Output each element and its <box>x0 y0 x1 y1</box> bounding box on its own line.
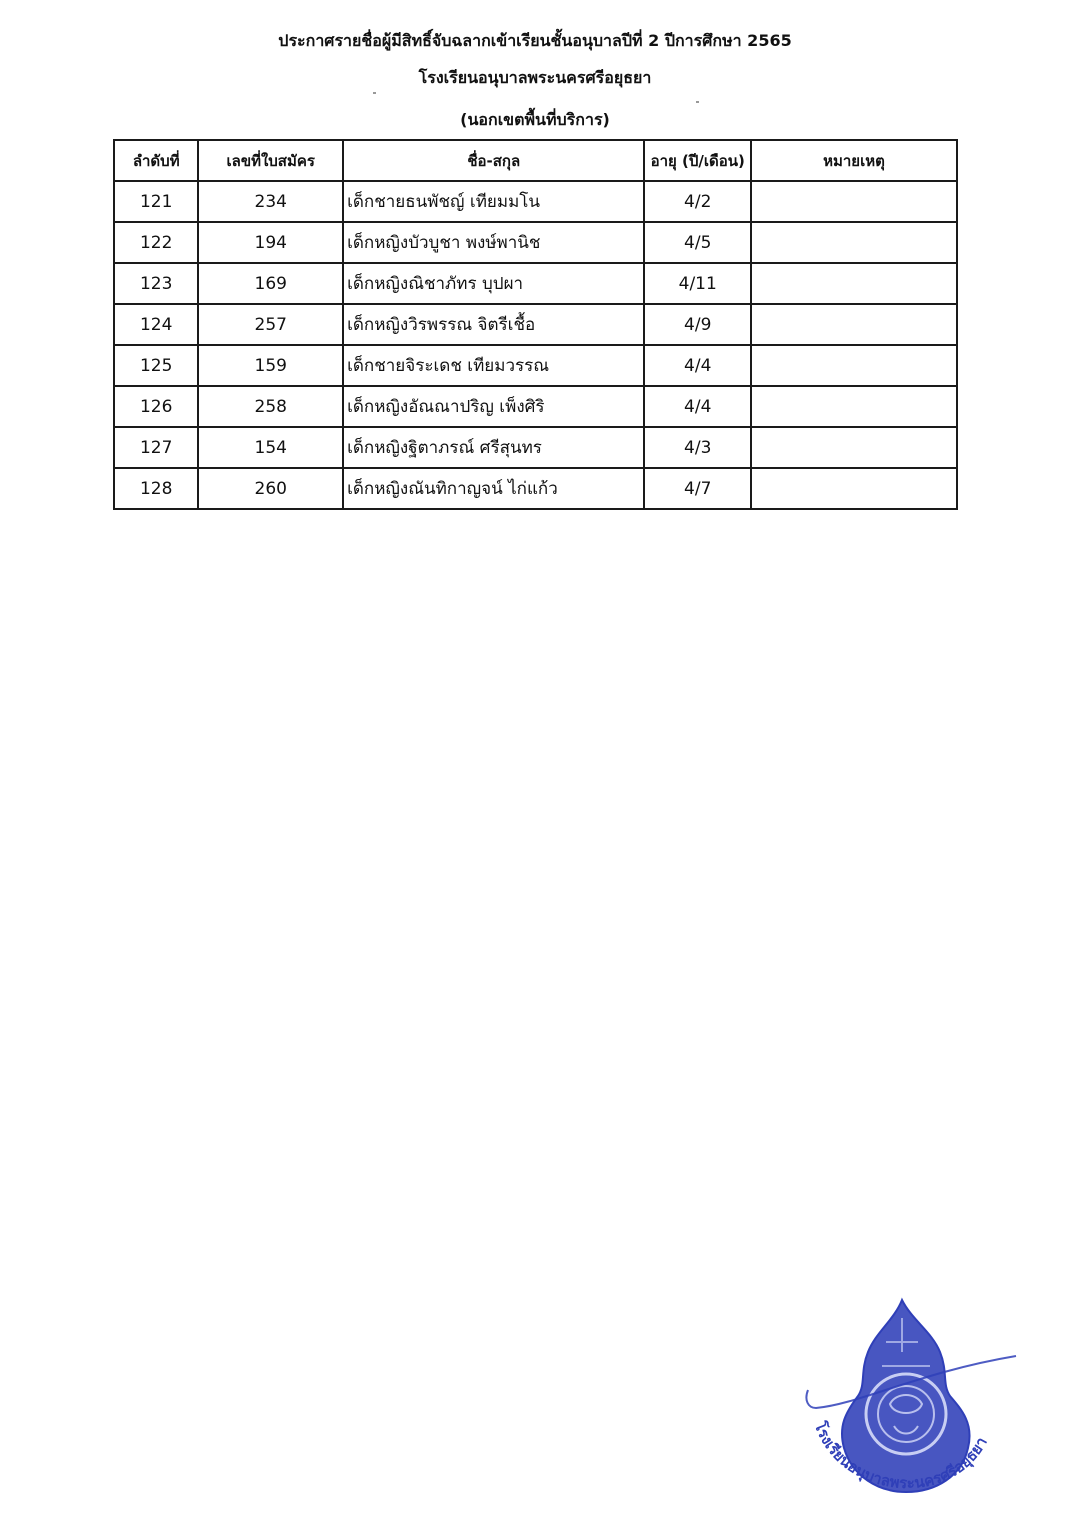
cell-age: 4/7 <box>644 468 751 509</box>
cell-name: เด็กชายจิระเดช เทียมวรรณ <box>343 345 644 386</box>
scan-speck <box>373 92 376 94</box>
table-row <box>114 181 957 222</box>
table-row <box>114 222 957 263</box>
scan-speck <box>696 101 699 103</box>
service-area-subtitle: (นอกเขตพื้นที่บริการ) <box>460 110 610 129</box>
table-row <box>114 468 957 509</box>
cell-name: เด็กหญิงฐิตาภรณ์ ศรีสุนทร <box>343 427 644 468</box>
cell-name: เด็กชายธนพัชญ์ เทียมมโน <box>343 181 644 222</box>
cell-age: 4/4 <box>644 386 751 427</box>
announcement-title: ประกาศรายชื่อผู้มีสิทธิ์จับฉลากเข้าเรียนชั้นอนุบาลปีที่ 2 ปีการศึกษา 2565 <box>278 31 792 50</box>
cell-age: 4/11 <box>644 263 751 304</box>
column-header-name: ชื่อ-สกุล <box>343 140 644 181</box>
cell-age: 4/2 <box>644 181 751 222</box>
table-row <box>114 345 957 386</box>
cell-name: เด็กหญิงบัวบูชา พงษ์พานิช <box>343 222 644 263</box>
cell-application-no: 169 <box>198 263 343 304</box>
cell-age: 4/3 <box>644 427 751 468</box>
cell-application-no: 154 <box>198 427 343 468</box>
cell-remarks <box>751 345 957 386</box>
applicant-table <box>113 139 958 510</box>
cell-remarks <box>751 427 957 468</box>
column-header-remarks: หมายเหตุ <box>751 140 957 181</box>
column-header-age: อายุ (ปี/เดือน) <box>644 140 751 181</box>
cell-application-no: 260 <box>198 468 343 509</box>
cell-age: 4/4 <box>644 345 751 386</box>
cell-number: 121 <box>114 181 198 222</box>
cell-remarks <box>751 386 957 427</box>
cell-number: 125 <box>114 345 198 386</box>
cell-number: 123 <box>114 263 198 304</box>
cell-number: 124 <box>114 304 198 345</box>
cell-remarks <box>751 304 957 345</box>
column-header-number: ลำดับที่ <box>114 140 198 181</box>
table-row <box>114 427 957 468</box>
cell-application-no: 258 <box>198 386 343 427</box>
cell-remarks <box>751 181 957 222</box>
cell-remarks <box>751 222 957 263</box>
column-header-application-no: เลขที่ใบสมัคร <box>198 140 343 181</box>
table-row <box>114 304 957 345</box>
cell-application-no: 257 <box>198 304 343 345</box>
cell-application-no: 234 <box>198 181 343 222</box>
cell-name: เด็กหญิงวิรพรรณ จิตรีเชื้อ <box>343 304 644 345</box>
cell-number: 126 <box>114 386 198 427</box>
cell-name: เด็กหญิงณันทิกาญจน์ ไก่แก้ว <box>343 468 644 509</box>
cell-number: 122 <box>114 222 198 263</box>
school-name: โรงเรียนอนุบาลพระนครศรีอยุธยา <box>418 68 652 87</box>
cell-age: 4/9 <box>644 304 751 345</box>
cell-name: เด็กหญิงณิชาภัทร บุปผา <box>343 263 644 304</box>
cell-remarks <box>751 263 957 304</box>
school-seal-stamp <box>790 1292 1020 1522</box>
table-row <box>114 386 957 427</box>
table-row <box>114 263 957 304</box>
table-header-row <box>114 140 957 181</box>
cell-number: 127 <box>114 427 198 468</box>
cell-number: 128 <box>114 468 198 509</box>
cell-application-no: 159 <box>198 345 343 386</box>
seal-text: โรงเรียนอนุบาลพระนครศรีอยุธยา <box>810 1419 991 1493</box>
cell-remarks <box>751 468 957 509</box>
cell-name: เด็กหญิงอัณณาปริญ เพ็งศิริ <box>343 386 644 427</box>
cell-age: 4/5 <box>644 222 751 263</box>
cell-application-no: 194 <box>198 222 343 263</box>
